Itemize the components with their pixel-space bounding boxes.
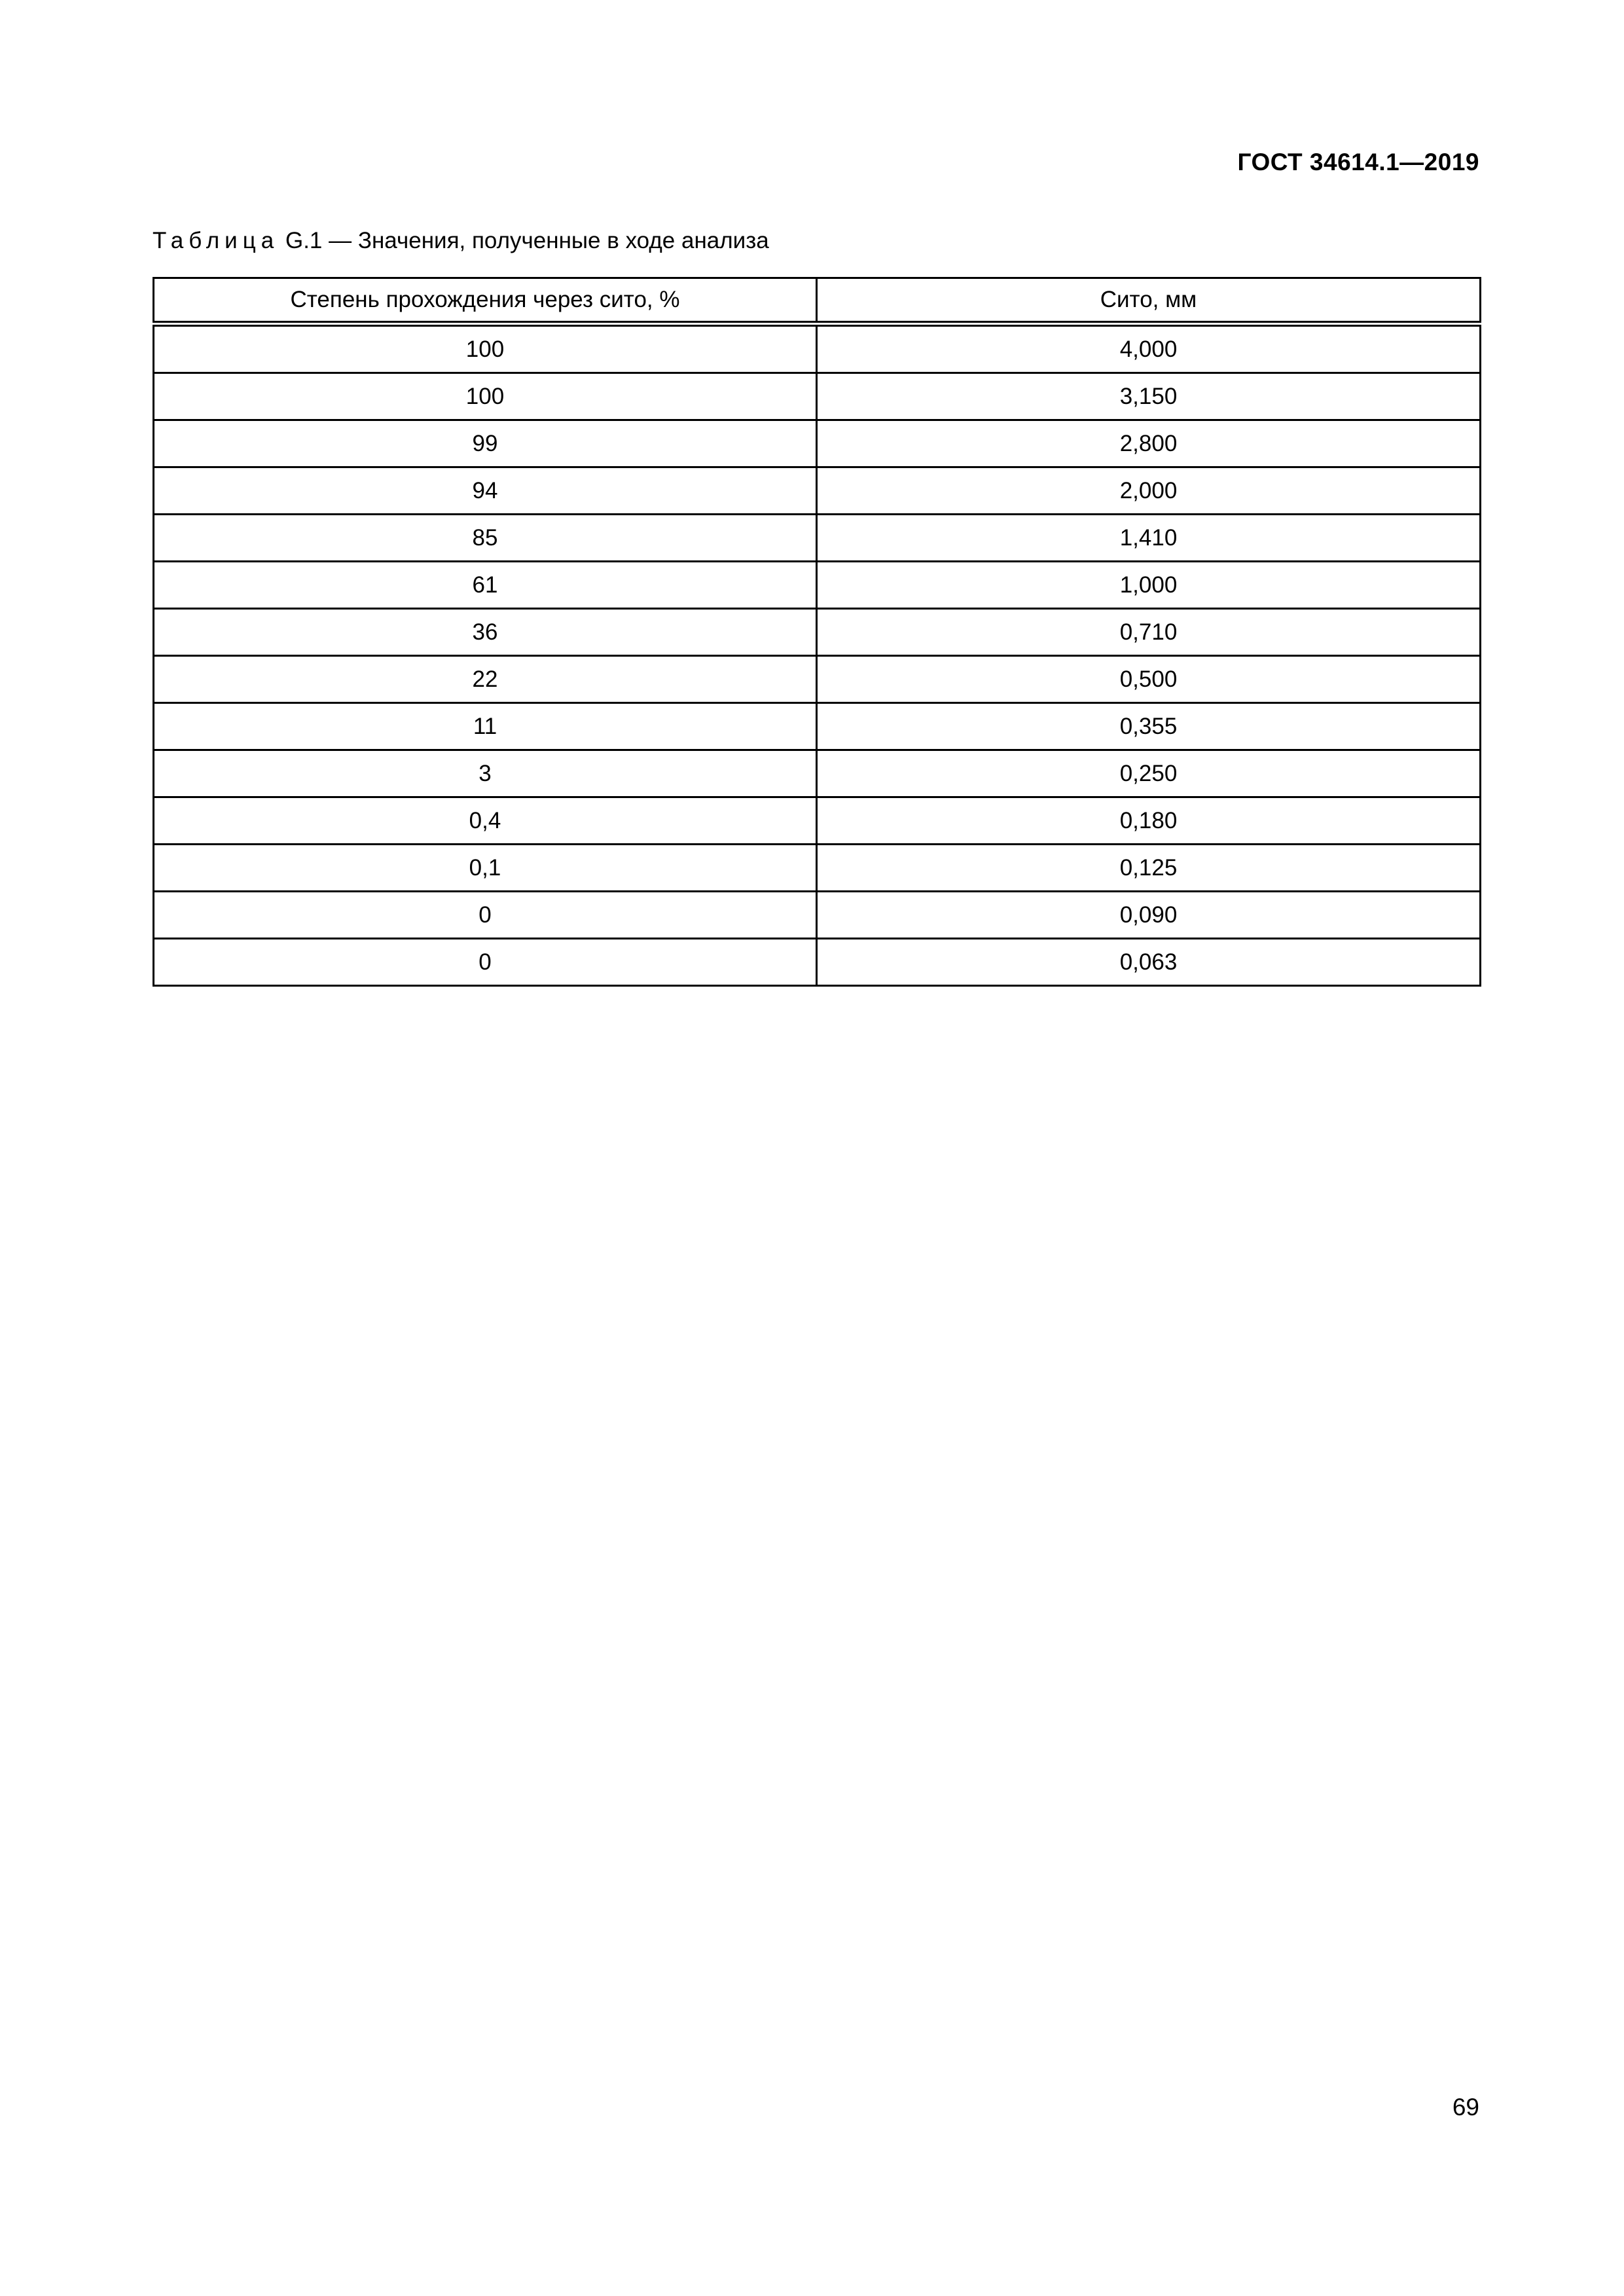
column-header-passing-percent: Степень прохождения через сито, % (154, 278, 817, 324)
sieve-size-cell: 0,125 (817, 845, 1481, 892)
passing-percent-cell: 36 (154, 609, 817, 656)
sieve-analysis-table (153, 277, 1481, 987)
passing-percent-cell: 3 (154, 750, 817, 797)
sieve-size-cell: 2,800 (817, 420, 1481, 467)
table-row (154, 797, 1481, 845)
table-row (154, 703, 1481, 750)
table-row (154, 892, 1481, 939)
sieve-size-cell: 0,180 (817, 797, 1481, 845)
passing-percent-cell: 94 (154, 467, 817, 515)
table-row (154, 609, 1481, 656)
table-caption (153, 228, 769, 254)
table-row (154, 515, 1481, 562)
sieve-size-cell: 4,000 (817, 324, 1481, 373)
table-row (154, 750, 1481, 797)
passing-percent-cell: 85 (154, 515, 817, 562)
table-header-row (154, 278, 1481, 324)
passing-percent-cell: 0 (154, 939, 817, 986)
sieve-size-cell: 0,355 (817, 703, 1481, 750)
sieve-size-cell: 0,500 (817, 656, 1481, 703)
sieve-size-cell: 0,063 (817, 939, 1481, 986)
passing-percent-cell: 0 (154, 892, 817, 939)
table-row (154, 562, 1481, 609)
sieve-size-cell: 1,000 (817, 562, 1481, 609)
passing-percent-cell: 100 (154, 324, 817, 373)
passing-percent-cell: 100 (154, 373, 817, 420)
table-row (154, 939, 1481, 986)
sieve-size-cell: 1,410 (817, 515, 1481, 562)
passing-percent-cell: 0,4 (154, 797, 817, 845)
table-caption-label: Таблица (153, 228, 280, 253)
document-header: ГОСТ 34614.1—2019 (1237, 149, 1479, 175)
table-row (154, 467, 1481, 515)
passing-percent-cell: 11 (154, 703, 817, 750)
passing-percent-cell: 22 (154, 656, 817, 703)
sieve-size-cell: 0,250 (817, 750, 1481, 797)
table-row (154, 420, 1481, 467)
page-number: 69 (1452, 2094, 1479, 2121)
passing-percent-cell: 0,1 (154, 845, 817, 892)
table-row (154, 324, 1481, 373)
passing-percent-cell: 61 (154, 562, 817, 609)
sieve-size-cell: 3,150 (817, 373, 1481, 420)
column-header-sieve-mm: Сито, мм (817, 278, 1481, 324)
table-row (154, 656, 1481, 703)
sieve-size-cell: 0,710 (817, 609, 1481, 656)
sieve-size-cell: 2,000 (817, 467, 1481, 515)
passing-percent-cell: 99 (154, 420, 817, 467)
sieve-size-cell: 0,090 (817, 892, 1481, 939)
table-row (154, 845, 1481, 892)
table-row (154, 373, 1481, 420)
table-caption-text: G.1 — Значения, полученные в ходе анализа (285, 228, 769, 253)
